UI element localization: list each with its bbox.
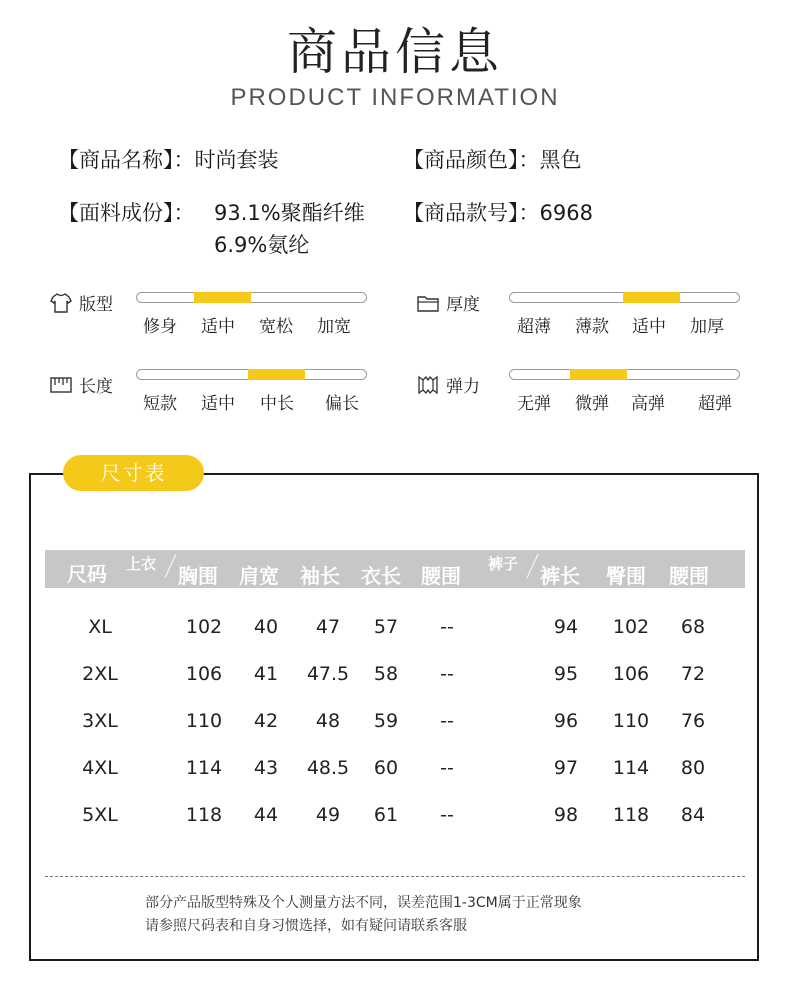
header-waist-top: 腰围 (421, 564, 461, 588)
page-title: 商品信息 (287, 23, 503, 81)
elasticity-scale-fill (570, 369, 627, 380)
cell-chest: 106 (185, 663, 223, 685)
fabric-line-1: 93.1%聚酯纤维 (214, 201, 365, 225)
fit-scale-2: 适中 (201, 317, 235, 337)
cell-waist-pants: 72 (680, 663, 706, 685)
cell-waist-top: -- (440, 663, 454, 685)
cell-size: 2XL (82, 663, 118, 685)
cell-waist-pants: 84 (680, 804, 706, 826)
header-length: 衣长 (361, 564, 401, 588)
cell-chest: 114 (185, 757, 223, 779)
cell-shoulder: 44 (253, 804, 279, 826)
length-scale-3: 中长 (260, 394, 294, 414)
product-color: 【商品颜色】：黑色 (403, 148, 582, 172)
length-scale-2: 适中 (201, 394, 235, 414)
fit-scale-fill (194, 292, 251, 303)
attr-fit (49, 290, 113, 315)
cell-hip: 102 (612, 616, 650, 638)
cell-hip: 118 (612, 804, 650, 826)
thickness-scale-track (509, 292, 740, 303)
cell-shoulder: 43 (253, 757, 279, 779)
cell-shoulder: 42 (253, 710, 279, 732)
cell-shoulder: 41 (253, 663, 279, 685)
cell-chest: 102 (185, 616, 223, 638)
header-top-group: 上衣 (126, 555, 157, 573)
cell-waist-top: -- (440, 804, 454, 826)
cell-size: XL (88, 616, 112, 638)
thickness-scale-2: 薄款 (575, 317, 609, 337)
cell-chest: 110 (185, 710, 223, 732)
cell-pants-length: 96 (553, 710, 579, 732)
cell-sleeve: 48 (315, 710, 341, 732)
length-scale-1: 短款 (143, 394, 177, 414)
header-pants-group: 裤子 (488, 555, 519, 573)
divider (45, 876, 745, 877)
cell-sleeve: 47.5 (306, 663, 350, 685)
thickness-scale-1: 超薄 (517, 317, 551, 337)
cell-length: 61 (373, 804, 399, 826)
thickness-scale-fill (623, 292, 680, 303)
cell-waist-pants: 76 (680, 710, 706, 732)
cell-chest: 118 (185, 804, 223, 826)
elasticity-scale-2: 微弹 (575, 394, 609, 414)
thickness-scale-4: 加厚 (690, 317, 724, 337)
fabric-line-2: 6.9%氨纶 (214, 233, 310, 257)
cell-waist-pants: 68 (680, 616, 706, 638)
cell-pants-length: 97 (553, 757, 579, 779)
cell-waist-pants: 80 (680, 757, 706, 779)
fit-scale-3: 宽松 (259, 317, 293, 337)
note-line-2: 请参照尺码表和自身习惯选择，如有疑问请联系客服 (145, 918, 467, 934)
attr-length (49, 372, 113, 397)
cell-shoulder: 40 (253, 616, 279, 638)
product-model: 【商品款号】：6968 (403, 201, 593, 225)
cell-size: 5XL (82, 804, 118, 826)
cell-length: 57 (373, 616, 399, 638)
cell-sleeve: 49 (315, 804, 341, 826)
note-line-1: 部分产品版型特殊及个人测量方法不同，误差范围1-3CM属于正常现象 (145, 895, 582, 911)
cell-sleeve: 48.5 (306, 757, 350, 779)
cell-waist-top: -- (440, 710, 454, 732)
cell-length: 59 (373, 710, 399, 732)
header-waist-pants: 腰围 (669, 564, 709, 588)
cell-pants-length: 94 (553, 616, 579, 638)
elasticity-scale-1: 无弹 (517, 394, 551, 414)
header-hip: 臀围 (606, 564, 646, 588)
size-table-title: 尺寸表 (63, 455, 204, 491)
cell-pants-length: 95 (553, 663, 579, 685)
elasticity-scale-track (509, 369, 740, 380)
page-subtitle: PRODUCT INFORMATION (230, 84, 560, 111)
attr-length-label: 长度 (79, 377, 113, 397)
header-pants-length: 裤长 (540, 564, 580, 588)
cell-length: 58 (373, 663, 399, 685)
cell-waist-top: -- (440, 757, 454, 779)
cell-length: 60 (373, 757, 399, 779)
cell-hip: 114 (612, 757, 650, 779)
header-chest: 胸围 (178, 564, 218, 588)
header-size: 尺码 (67, 562, 107, 586)
thickness-scale-3: 适中 (632, 317, 666, 337)
cell-size: 3XL (82, 710, 118, 732)
attr-elasticity (416, 372, 480, 397)
attr-thickness-label: 厚度 (446, 295, 480, 315)
elasticity-scale-4: 超弹 (698, 394, 732, 414)
stretch-icon (416, 373, 440, 397)
length-scale-fill (248, 369, 305, 380)
product-name: 【商品名称】：时尚套装 (58, 148, 279, 172)
cell-hip: 110 (612, 710, 650, 732)
attr-fit-label: 版型 (79, 295, 113, 315)
header-sleeve: 袖长 (300, 564, 340, 588)
length-scale-4: 偏长 (325, 394, 359, 414)
cell-size: 4XL (82, 757, 118, 779)
cell-hip: 106 (612, 663, 650, 685)
folder-icon (416, 291, 440, 315)
cell-sleeve: 47 (315, 616, 341, 638)
fit-scale-track (136, 292, 367, 303)
length-scale-track (136, 369, 367, 380)
shirt-icon (49, 291, 73, 315)
cell-waist-top: -- (440, 616, 454, 638)
attr-elasticity-label: 弹力 (446, 377, 480, 397)
fabric-label: 【面料成份】： (58, 201, 195, 225)
elasticity-scale-3: 高弹 (631, 394, 665, 414)
header-shoulder: 肩宽 (239, 564, 279, 588)
fit-scale-4: 加宽 (317, 317, 351, 337)
fit-scale-1: 修身 (143, 317, 177, 337)
attr-thickness (416, 290, 480, 315)
ruler-icon (49, 373, 73, 397)
cell-pants-length: 98 (553, 804, 579, 826)
